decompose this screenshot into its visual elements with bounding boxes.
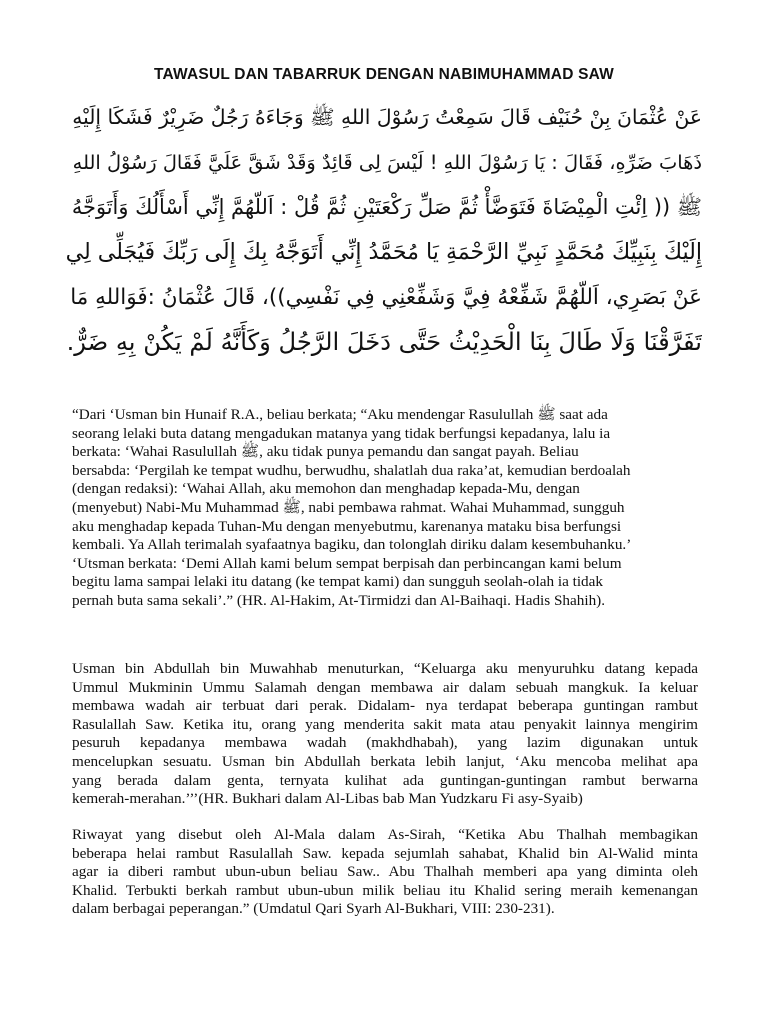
arabic-line: تَفَرَّقْنَا وَلَا طَالَ بِنَا الْحَدِيْثُ حَتَّى دَخَلَ الرَّجُلُ وَكَأَنَّهُ لَمْ يَكُنْ بِهِ ضَرٌّ. <box>66 328 702 356</box>
arabic-hadith-text <box>66 95 702 365</box>
arabic-line: عَنْ بَصَرِي، اَللّهُمَّ شَفِّعْهُ فِيَّ وَشَفِّعْنِي فِي نَفْسِي))، قَالَ عُثْمَانُ :فَوَاللهِ مَا <box>70 285 702 310</box>
text-line: (dengan redaksi): ‘Wahai Allah, aku memohon dan menghadap kepada-Mu, dengan <box>72 480 580 498</box>
text-line: berkata: ‘Wahai Rasulullah ﷺ, aku tidak punya pemandu dan sangat payah. Beliau <box>72 443 579 461</box>
text-line: ‘Utsman berkata: ‘Demi Allah kami belum sempat berpisah dan perbincangan kami belum <box>72 554 622 572</box>
text-line: begitu lama sampai lelaki itu datang (ke tempat kami) dan sungguh seolah-olah ia tidak <box>72 573 603 591</box>
text-line: seorang lelaki buta datang mengadukan matanya yang tidak berfungsi kepadanya, lalu ia <box>72 424 611 442</box>
translation-paragraph <box>72 406 698 611</box>
text-line: Riwayat yang disebut oleh Al-Mala dalam As-Sirah, “Ketika Abu Thalhah membagikan <box>72 826 698 843</box>
arabic-line: ﷺ (( اِئْتِ الْمِيْضَاةَ فَتَوَضَّأْ ثُمَّ صَلِّ رَكْعَتَيْنِ ثُمَّ قُلْ : اَللّهُمَّ إِنِّي أَسْأَلُكَ وَأَتَوَجَّهُ <box>71 195 702 219</box>
arabic-line: إِلَيْكَ بِنَبِيِّكَ مُحَمَّدٍ نَبِيِّ الرَّحْمَةِ يَا مُحَمَّدُ إِنِّي أَتَوَجَّهُ بِكَ إِلَى رَبِّكَ فَيُجَلِّى لِي <box>66 239 702 265</box>
text-line: kemerah-merahan.’’’(HR. Bukhari dalam Al-Libas bab Man Yudzkaru Fi asy-Syaib) <box>72 790 583 808</box>
text-line: yang berada dalam genta, ternyata kulihat ada guntingan-guntingan rambut berwarna <box>72 771 698 789</box>
usman-narration-paragraph <box>72 660 698 809</box>
text-line: (menyebut) Nabi-Mu Muhammad ﷺ, nabi pembawa rahmat. Wahai Muhammad, sungguh <box>72 498 625 516</box>
text-line: membawa wadah air terbuat dari perak. Didalam- nya terdapat beberapa guntingan rambut <box>72 697 698 715</box>
text-line: beberapa helai rambut Rasulallah Saw. kepada sejumlah sahabat, Khalid bin Al-Walid minta <box>72 844 698 862</box>
text-line: Usman bin Abdullah bin Muwahhab menuturkan, “Keluarga aku menyuruhku datang kepada <box>72 660 698 677</box>
text-line: pesuruh kepadanya membawa wadah (makhdhabah), yang lazim digunakan untuk <box>72 734 698 752</box>
text-line: “Dari ‘Usman bin Hunaif R.A., beliau berkata; “Aku mendengar Rasulullah ﷺ saat ada <box>72 406 608 423</box>
arabic-line: ذَهَابَ ضَرِّهِ، فَقَالَ : يَا رَسُوْلَ اللهِ ! لَيْسَ لِى قَائِدٌ وَقَدْ شَقَّ عَلَيَّ فَقَالَ رَسُوْلُ اللهِ <box>72 151 702 174</box>
khalid-narration-paragraph <box>72 826 698 919</box>
text-line: dalam berbagai peperangan.” (Umdatul Qari Syarh Al-Bukhari, VIII: 230-231). <box>72 900 555 918</box>
text-line: agar ia diberi rambut ubun-ubun beliau Saw.. Abu Thalhah memberi apa yang diminta oleh <box>72 863 698 881</box>
arabic-line: عَنْ عُثْمَانَ بِنْ حُنَيْف قَالَ سَمِعْتُ رَسُوْلَ اللهِ ﷺ وَجَاءَهُ رَجُلٌ ضَرِيْرٌ فَشَكَا إِلَيْهِ <box>72 105 702 129</box>
text-line: Rasulallah Saw. Ketika itu, orang yang menderita sakit mata atau penyakit lainnya mengirim <box>72 715 698 733</box>
text-line: pernah buta sama sekali’.” (HR. Al-Hakim, At-Tirmidzi dan Al-Baihaqi. Hadis Shahih). <box>72 591 606 609</box>
text-line: kembali. Ya Allah terimalah syafaatnya bagiku, dan tolonglah diriku dalam kesembuhanku.’ <box>72 536 632 554</box>
text-line: bersabda: ‘Pergilah ke tempat wudhu, berwudhu, shalatlah dua raka’at, kemudian berdoalah <box>72 461 631 479</box>
text-line: Khalid. Terbukti berkah rambut ubun-ubun milik beliau itu Khalid sering meraih kemenangan <box>72 881 698 899</box>
text-line: Ummul Mukminin Ummu Salamah dengan membawa air dalam sebuah mangkuk. Ia keluar <box>72 678 698 696</box>
text-line: aku menghadap kepada Tuhan-Mu dengan menyebutmu, karenanya mataku bisa berfungsi <box>72 517 622 535</box>
document-title: TAWASUL DAN TABARRUK DENGAN NABIMUHAMMAD SAW <box>154 66 614 83</box>
text-line: mencelupkan sesuatu. Usman bin Abdullah berkata lebih lanjut, ‘Aku mencoba melihat apa <box>72 752 698 770</box>
